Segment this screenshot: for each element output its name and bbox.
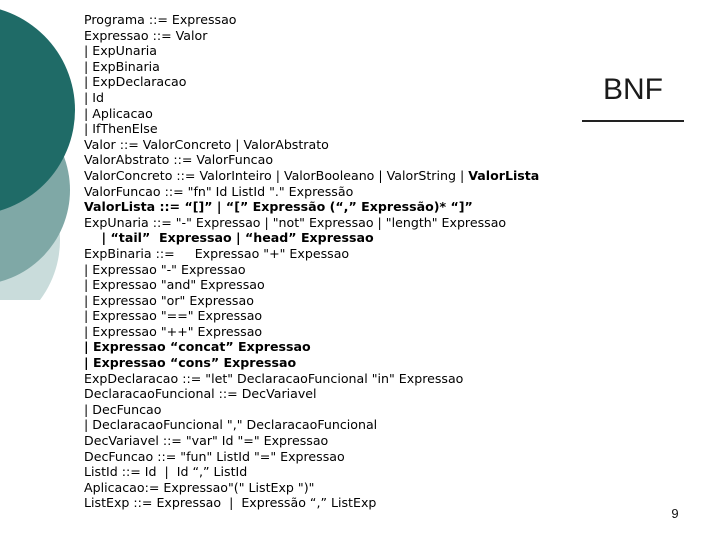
grammar-line-text: ValorConcreto ::= ValorInteiro | ValorBooleano | ValorString | bbox=[84, 167, 469, 183]
grammar-line bbox=[84, 137, 584, 153]
grammar-line bbox=[84, 230, 584, 246]
grammar-line bbox=[84, 339, 584, 355]
grammar-line bbox=[84, 402, 584, 418]
grammar-line bbox=[84, 215, 584, 231]
grammar-line-text: Programa ::= Expressao bbox=[84, 12, 237, 27]
grammar-line bbox=[84, 293, 584, 309]
grammar-line-text: DecVariavel ::= "var" Id "=" Expressao bbox=[84, 433, 329, 449]
grammar-line bbox=[84, 355, 584, 371]
grammar-line-text: | DeclaracaoFuncional "," DeclaracaoFuncional bbox=[84, 417, 378, 433]
grammar-line-text: | Expressao "++" Expressao bbox=[84, 323, 263, 339]
grammar-line-text: DeclaracaoFuncional ::= DecVariavel bbox=[84, 386, 317, 402]
grammar-line bbox=[84, 324, 584, 340]
grammar-line bbox=[84, 246, 584, 262]
grammar-line-text: DecFuncao ::= "fun" ListId "=" Expressao bbox=[84, 448, 345, 464]
grammar-line bbox=[84, 28, 584, 44]
grammar-line bbox=[84, 417, 584, 433]
grammar-line bbox=[84, 121, 584, 137]
grammar-line bbox=[84, 199, 584, 215]
grammar-line bbox=[84, 152, 584, 168]
grammar-line-text: Aplicacao:= Expressao"(" ListExp ")" bbox=[84, 479, 315, 495]
grammar-line bbox=[84, 262, 584, 278]
bnf-grammar-list bbox=[84, 12, 584, 511]
grammar-line-bold-suffix: ValorLista bbox=[468, 167, 540, 183]
grammar-line bbox=[84, 308, 584, 324]
grammar-line-text: | Expressao "or" Expressao bbox=[84, 292, 254, 308]
page-number: 9 bbox=[671, 506, 679, 521]
grammar-line-text: Valor ::= ValorConcreto | ValorAbstrato bbox=[84, 136, 329, 152]
grammar-line bbox=[84, 168, 584, 184]
grammar-line-text: Expressao ::= Valor bbox=[84, 27, 208, 43]
grammar-line bbox=[84, 386, 584, 402]
grammar-line-text: | Expressao “cons” Expressao bbox=[84, 355, 297, 371]
grammar-line-text: | “tail” Expressao | “head” Expressao bbox=[84, 230, 374, 246]
grammar-line-text: | ExpBinaria bbox=[84, 58, 160, 74]
grammar-line bbox=[84, 12, 584, 28]
title-underline bbox=[582, 120, 684, 122]
grammar-line-text: | ExpDeclaracao bbox=[84, 74, 187, 90]
grammar-line bbox=[84, 43, 584, 59]
grammar-line bbox=[84, 90, 584, 106]
decorative-circles bbox=[0, 0, 80, 300]
grammar-line bbox=[84, 464, 584, 480]
grammar-line-text: | Expressao "==" Expressao bbox=[84, 308, 263, 324]
grammar-line bbox=[84, 433, 584, 449]
grammar-line bbox=[84, 106, 584, 122]
grammar-line-text: | Expressao “concat” Expressao bbox=[84, 339, 311, 355]
grammar-line bbox=[84, 277, 584, 293]
grammar-line-text: | IfThenElse bbox=[84, 121, 158, 137]
grammar-line-text: ExpUnaria ::= "-" Expressao | "not" Expressao | "length" Expressao bbox=[84, 214, 507, 230]
grammar-line-text: | DecFuncao bbox=[84, 401, 162, 417]
grammar-line-text: ValorAbstrato ::= ValorFuncao bbox=[84, 152, 274, 168]
grammar-line-text: | ExpUnaria bbox=[84, 43, 157, 59]
grammar-line-text: | Aplicacao bbox=[84, 105, 153, 121]
grammar-line bbox=[84, 449, 584, 465]
grammar-line-text: ExpDeclaracao ::= "let" DeclaracaoFuncional "in" Expressao bbox=[84, 370, 464, 386]
grammar-line-text: | Expressao "and" Expressao bbox=[84, 277, 265, 293]
grammar-line-text: ValorLista ::= “[]” | “[” Expressão (“,” Expressão)* “]” bbox=[84, 199, 473, 215]
grammar-line-text: | Expressao "-" Expressao bbox=[84, 261, 246, 277]
grammar-line-text: ListExp ::= Expressao | Expressão “,” ListExp bbox=[84, 495, 377, 511]
grammar-line bbox=[84, 371, 584, 387]
grammar-line-text: ExpBinaria ::= Expressao "+" Expessao bbox=[84, 245, 350, 261]
grammar-line bbox=[84, 59, 584, 75]
grammar-line bbox=[84, 495, 584, 511]
grammar-line-text: ListId ::= Id | Id “,” ListId bbox=[84, 464, 248, 480]
grammar-line-text: | Id bbox=[84, 89, 104, 105]
grammar-line bbox=[84, 480, 584, 496]
grammar-line bbox=[84, 184, 584, 200]
grammar-line bbox=[84, 74, 584, 90]
slide-title: BNF bbox=[603, 73, 663, 106]
grammar-line-text: ValorFuncao ::= "fn" Id ListId "." Expressão bbox=[84, 183, 354, 199]
